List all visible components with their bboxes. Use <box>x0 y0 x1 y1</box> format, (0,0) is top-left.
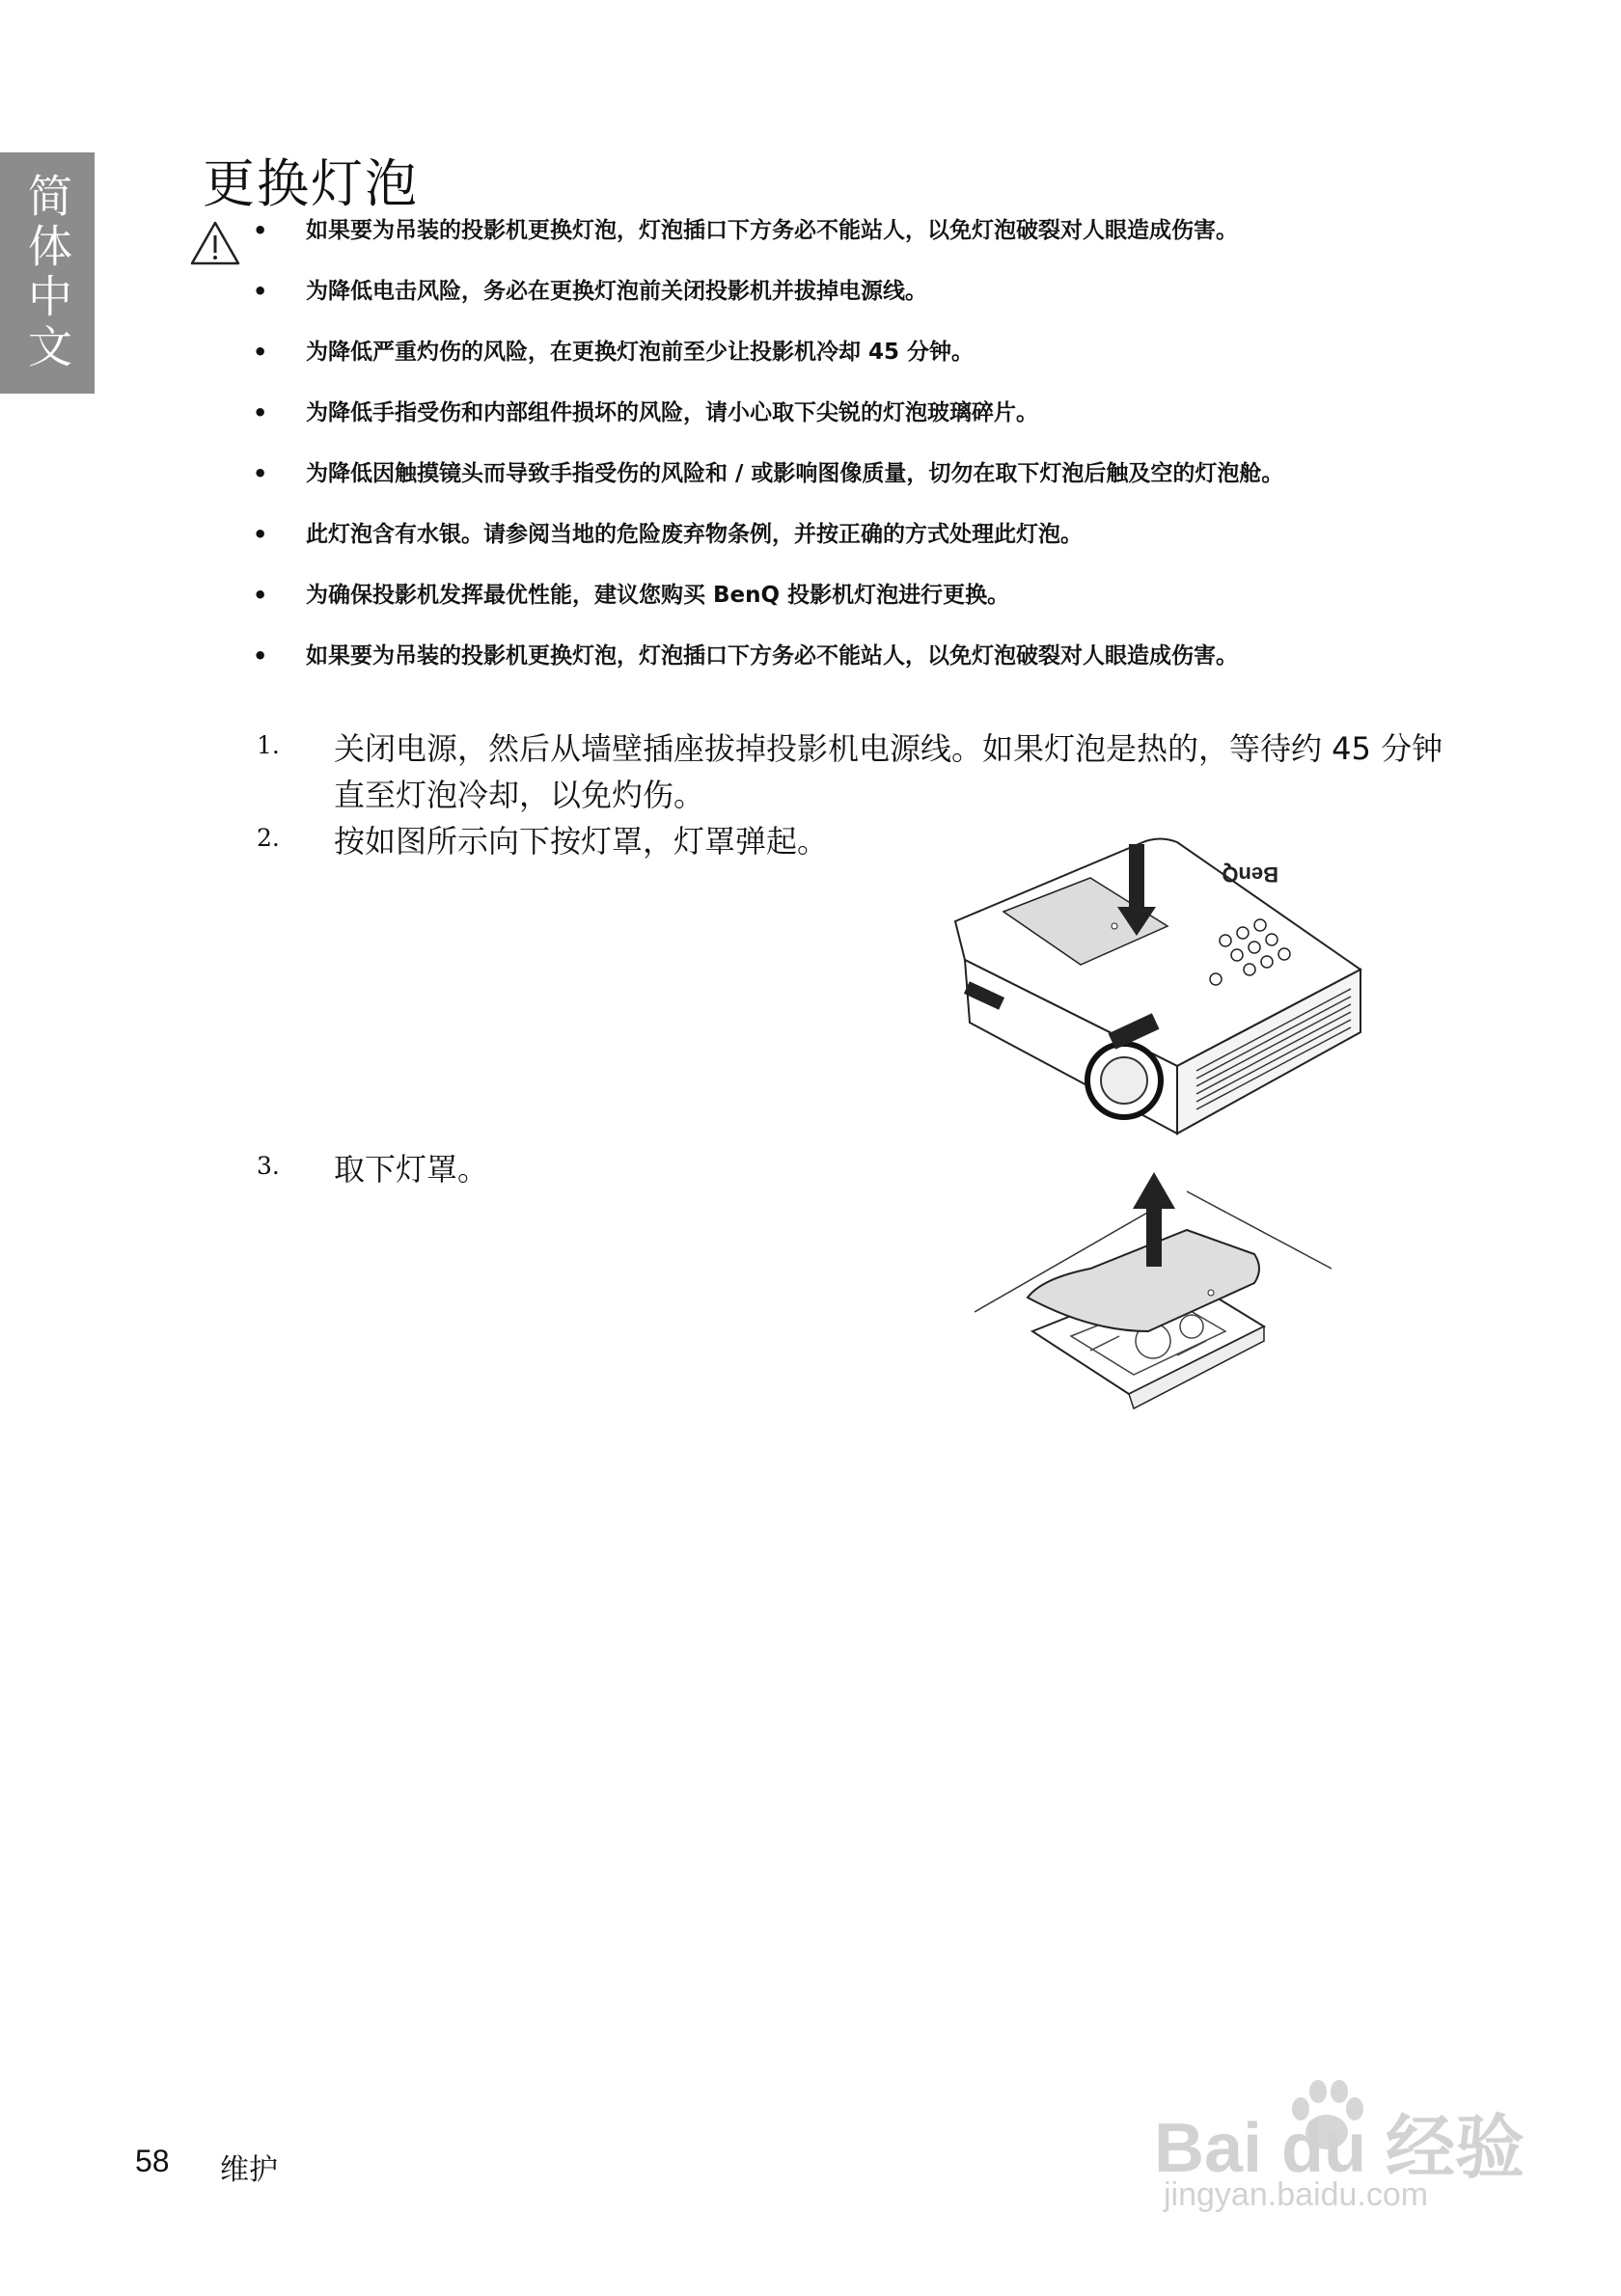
warning-item: • 为降低因触摸镜头而导致手指受伤的风险和 / 或影响图像质量，切勿在取下灯泡后触及空的灯泡舱。 <box>253 457 1449 490</box>
warning-item: • 为降低电击风险，务必在更换灯泡前关闭投影机并拔掉电源线。 <box>253 275 1449 308</box>
warning-item: • 如果要为吊装的投影机更换灯泡，灯泡插口下方务必不能站人，以免灯泡破裂对人眼造成伤害。 <box>253 640 1449 672</box>
step-number: 2. <box>257 824 280 852</box>
lamp-cover-removal-figure <box>975 1162 1380 1437</box>
watermark-logo: Bai du 经验 <box>1154 2110 1525 2187</box>
projector-press-figure <box>936 825 1389 1162</box>
language-side-tab <box>0 152 95 394</box>
page-title: 更换灯泡 <box>203 153 419 214</box>
step-number: 3. <box>257 1152 280 1180</box>
watermark-url: jingyan.baidu.com <box>1164 2176 1429 2213</box>
warning-item: • 如果要为吊装的投影机更换灯泡，灯泡插口下方务必不能站人，以免灯泡破裂对人眼造成伤害。 <box>253 214 1449 247</box>
step-text: 关闭电源，然后从墙壁插座拔掉投影机电源线。如果灯泡是热的，等待约 45 分钟直至灯泡冷却，以免灼伤。 <box>334 730 1443 813</box>
section-name: 维护 <box>220 2153 278 2187</box>
warning-item: • 此灯泡含有水银。请参阅当地的危险废弃物条例，并按正确的方式处理此灯泡。 <box>253 518 1449 551</box>
warning-list <box>253 214 1449 700</box>
step-number: 1. <box>257 731 280 759</box>
step-text: 按如图所示向下按灯罩，灯罩弹起。 <box>334 823 829 860</box>
side-tab-label: 简体中文 <box>21 173 73 373</box>
brand-logo: BenQ <box>1222 862 1278 887</box>
page-number: 58 <box>135 2144 170 2178</box>
step-text: 取下灯罩。 <box>334 1151 489 1188</box>
warning-item: • 为降低严重灼伤的风险，在更换灯泡前至少让投影机冷却 45 分钟。 <box>253 336 1449 369</box>
warning-icon <box>189 220 241 266</box>
warning-item: • 为降低手指受伤和内部组件损坏的风险，请小心取下尖锐的灯泡玻璃碎片。 <box>253 396 1449 429</box>
warning-item: • 为确保投影机发挥最优性能，建议您购买 BenQ 投影机灯泡进行更换。 <box>253 579 1449 612</box>
